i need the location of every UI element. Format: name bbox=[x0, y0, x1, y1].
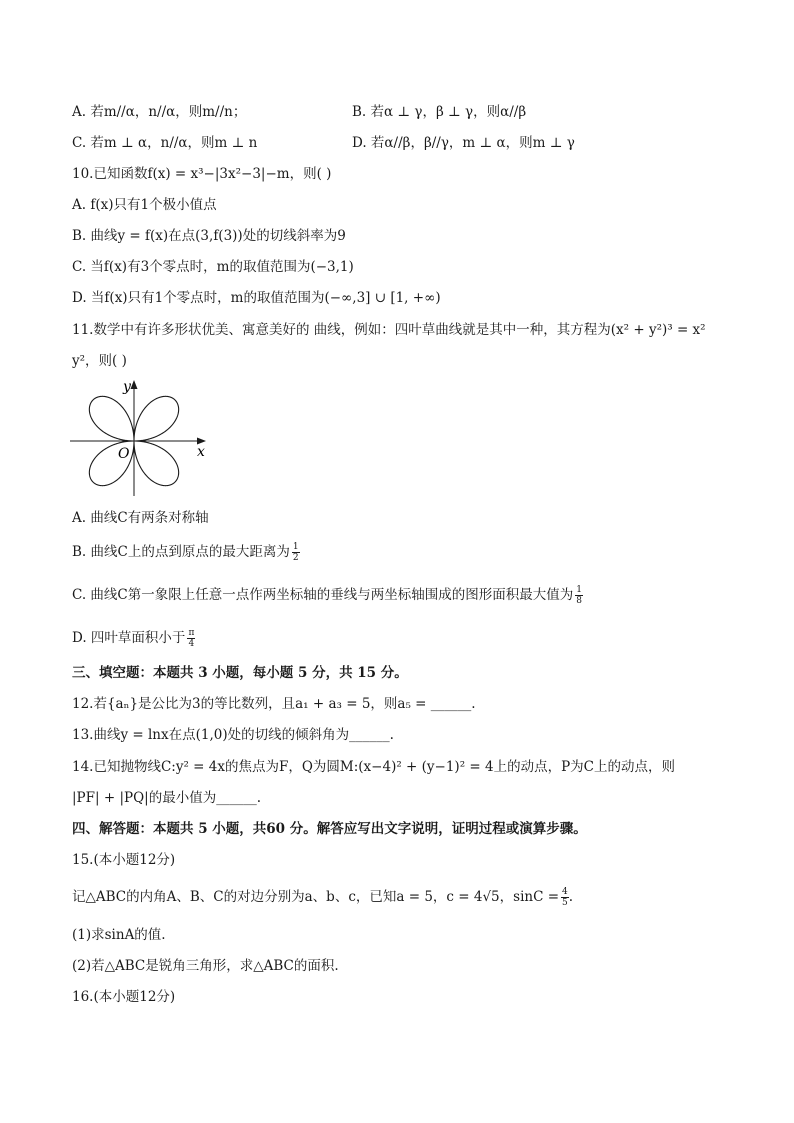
q11-option-b-text: B. 曲线C上的点到原点的最大距离为 bbox=[72, 544, 290, 560]
q12: 12.若{aₙ}是公比为3的等比数列，且a₁ + a₃ = 5，则a₅ = ______. bbox=[72, 696, 476, 712]
fraction-numerator: 1 bbox=[292, 542, 299, 552]
section3-heading: 三、填空题：本题共 3 小题，每小题 5 分，共 15 分。 bbox=[72, 665, 408, 681]
q11-stem-line2: y²，则( ) bbox=[72, 353, 127, 369]
q11-option-d bbox=[72, 628, 195, 649]
q16-title: 16.(本小题12分) bbox=[72, 989, 176, 1005]
fraction-denominator: 4 bbox=[188, 639, 195, 649]
q15-title: 15.(本小题12分) bbox=[72, 852, 176, 868]
q14-line1: 14.已知抛物线C:y² = 4x的焦点为F，Q为圆M:(x−4)² + (y−1)² = 4上的动点，P为C上的动点，则 bbox=[72, 759, 676, 775]
q10-option-a: A. f(x)只有1个极小值点 bbox=[72, 197, 217, 213]
q9-option-b: B. 若α ⊥ γ，β ⊥ γ，则α//β bbox=[352, 104, 527, 120]
q11-option-b bbox=[72, 542, 300, 563]
q10-option-d: D. 当f(x)只有1个零点时，m的取值范围为(−∞,3] ∪ [1, +∞) bbox=[72, 290, 441, 306]
x-axis-label: x bbox=[197, 444, 205, 460]
q11-option-d-fraction bbox=[187, 628, 195, 649]
q14-line2: |PF| + |PQ|的最小值为______. bbox=[72, 790, 261, 806]
four-leaf-clover-figure bbox=[66, 374, 216, 500]
q9-option-c: C. 若m ⊥ α，n//α，则m ⊥ n bbox=[72, 135, 258, 151]
q11-stem-line1: 11.数学中有许多形状优美、寓意美好的 曲线，例如：四叶草曲线就是其中一种，其方程为(x² + y²)³ = x² bbox=[72, 322, 706, 338]
q11-option-d-text: D. 四叶草面积小于 bbox=[72, 630, 186, 646]
q13: 13.曲线y = lnx在点(1,0)处的切线的倾斜角为______. bbox=[72, 727, 394, 743]
q15-part2: (2)若△ABC是锐角三角形，求△ABC的面积. bbox=[72, 958, 339, 974]
fraction-numerator: 1 bbox=[576, 585, 582, 595]
q11-option-c-text: C. 曲线C第一象限上任意一点作两坐标轴的垂线与两坐标轴围成的图形面积最大值为 bbox=[72, 587, 574, 603]
q11-option-c bbox=[72, 585, 583, 606]
fraction-numerator: π bbox=[188, 628, 195, 638]
y-axis-label: y bbox=[123, 379, 131, 395]
q15-part1: (1)求sinA的值. bbox=[72, 927, 166, 943]
q10-option-b: B. 曲线y = f(x)在点(3,f(3))处的切线斜率为9 bbox=[72, 228, 346, 244]
q11-option-a: A. 曲线C有两条对称轴 bbox=[72, 510, 209, 526]
y-axis-arrow bbox=[131, 380, 138, 389]
q11-option-b-fraction bbox=[292, 542, 300, 563]
q10-stem: 10.已知函数f(x) = x³−|3x²−3|−m，则( ) bbox=[72, 166, 332, 182]
q15-fraction bbox=[561, 887, 569, 908]
fraction-denominator: 2 bbox=[292, 553, 299, 563]
q15-stem bbox=[72, 887, 573, 908]
fraction-denominator: 8 bbox=[576, 596, 582, 606]
fraction-numerator: 4 bbox=[562, 887, 568, 897]
q9-option-a: A. 若m//α，n//α，则m//n； bbox=[72, 104, 247, 120]
q15-period: . bbox=[568, 889, 574, 905]
q11-option-c-fraction bbox=[575, 585, 583, 606]
origin-label: O bbox=[118, 446, 130, 462]
q15-stem-text: 记△ABC的内角A、B、C的对边分别为a、b、c，已知a = 5，c = 4√5，sinC = bbox=[72, 889, 560, 905]
fraction-denominator: 5 bbox=[562, 898, 568, 908]
q9-option-d: D. 若α//β，β//γ，m ⊥ α，则m ⊥ γ bbox=[352, 135, 575, 151]
q10-option-c: C. 当f(x)有3个零点时，m的取值范围为(−3,1) bbox=[72, 259, 354, 275]
section4-heading: 四、解答题：本题共 5 小题，共60 分。解答应写出文字说明，证明过程或演算步骤。 bbox=[72, 821, 587, 837]
